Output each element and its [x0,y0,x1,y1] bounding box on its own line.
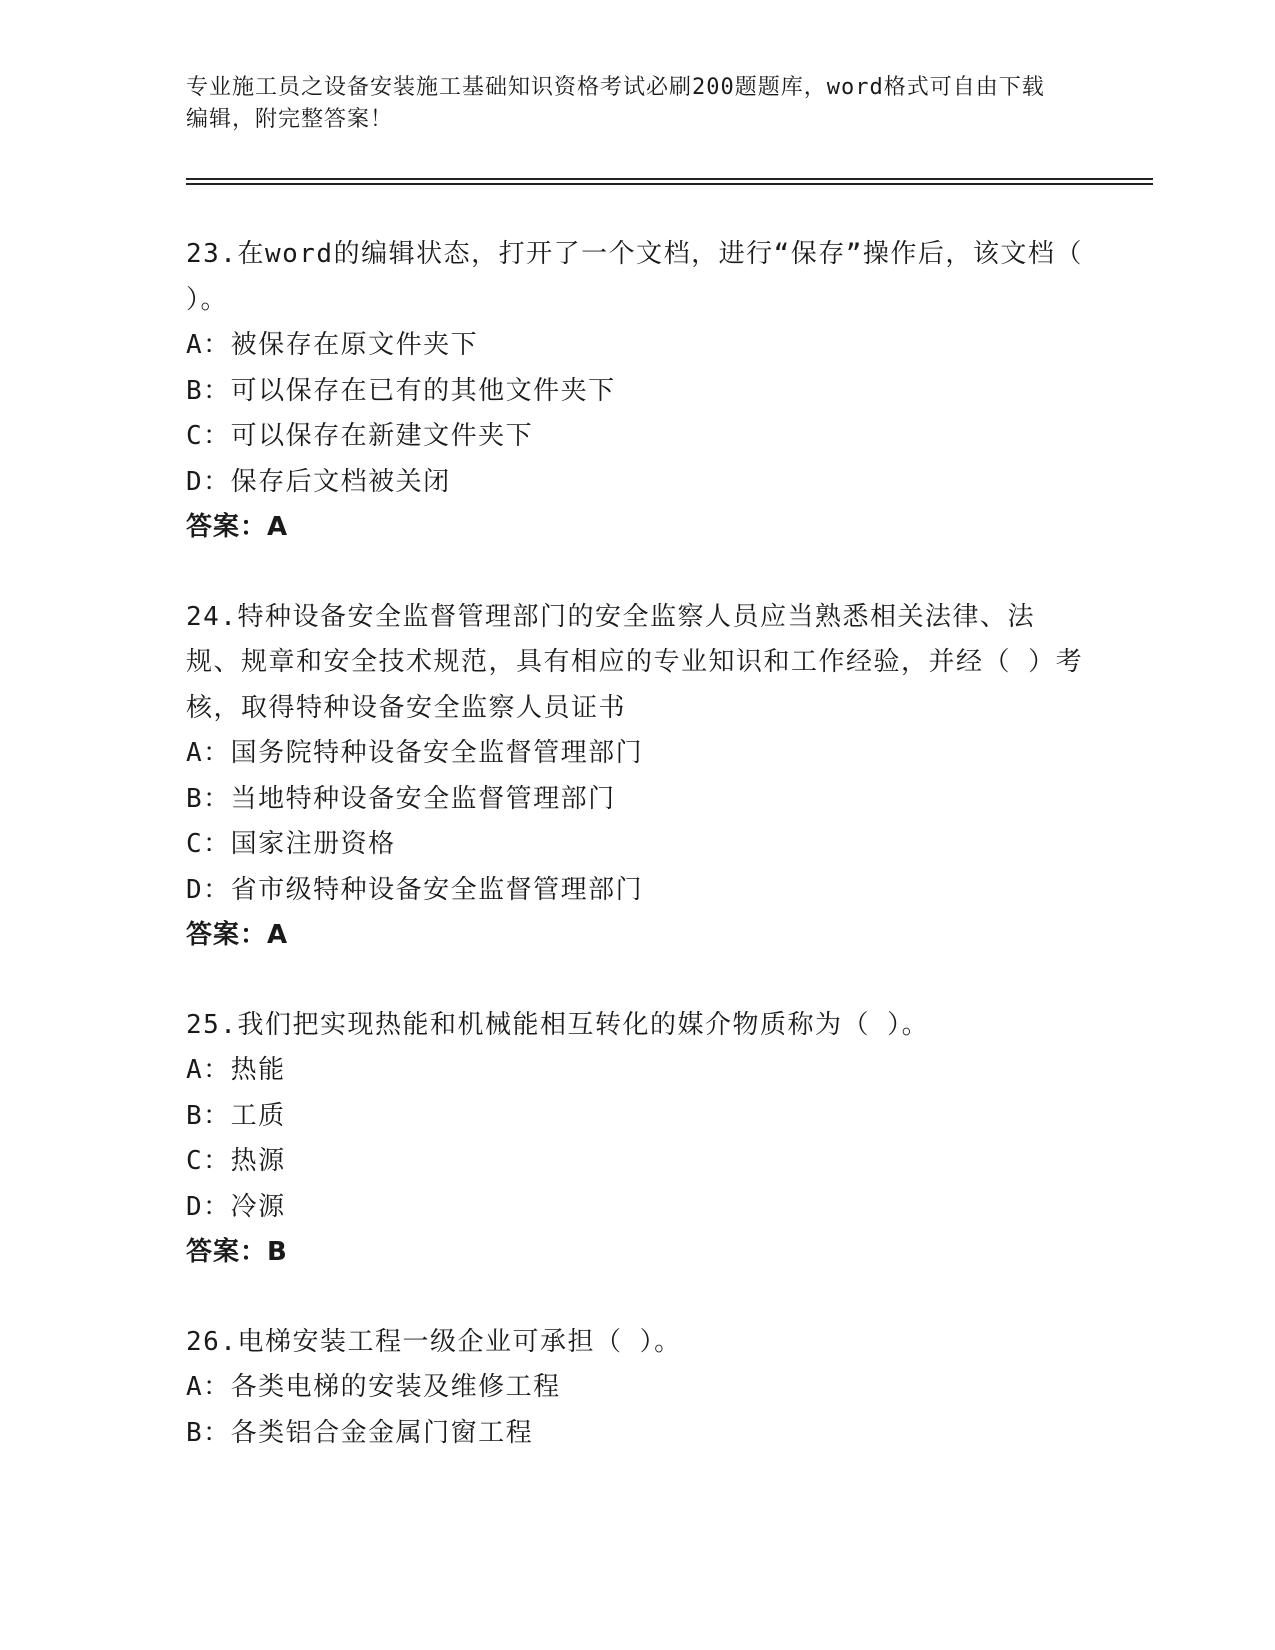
answer-line: 答案：A [186,920,289,950]
question-text: 23.在word的编辑状态，打开了一个文档，进行“保存”操作后，该文档（ ）。 [186,239,1083,315]
option-c: C：可以保存在新建文件夹下 [186,421,534,451]
document-header [186,72,1066,136]
option-c: C：热源 [186,1146,286,1176]
option-b: B：可以保存在已有的其他文件夹下 [186,375,616,406]
option-d: D：保存后文档被关闭 [186,466,451,497]
option-a: A：被保存在原文件夹下 [186,330,479,360]
option-d: D：冷源 [186,1191,286,1222]
option-a: A：热能 [186,1055,286,1085]
header-divider-second [186,183,1153,185]
question-list [186,232,1086,1500]
question-text: 25.我们把实现热能和机械能相互转化的媒介物质称为（ ）。 [186,1009,930,1040]
answer-line: 答案：B [186,1237,288,1267]
question-text: 24.特种设备安全监督管理部门的安全监察人员应当熟悉相关法律、法规、规章和安全技术规范，具有相应的专业知识和工作经验，并经（ ）考核，取得特种设备安全监察人员证书 [186,601,1084,723]
option-d: D：省市级特种设备安全监督管理部门 [186,874,644,905]
option-b: B：各类铝合金金属门窗工程 [186,1417,534,1448]
option-a: A：各类电梯的安装及维修工程 [186,1372,561,1402]
question-item [186,595,1086,959]
option-c: C：国家注册资格 [186,829,396,859]
header-title: 专业施工员之设备安装施工基础知识资格考试必刷200题题库，word格式可自由下载编辑，附完整答案！ [186,75,1045,132]
question-text: 26.电梯安装工程一级企业可承担（ ）。 [186,1326,682,1357]
option-b: B：工质 [186,1100,286,1131]
question-item [186,232,1086,551]
option-b: B：当地特种设备安全监督管理部门 [186,783,616,814]
header-divider [186,178,1153,180]
option-a: A：国务院特种设备安全监督管理部门 [186,738,644,768]
answer-line: 答案：A [186,512,289,542]
question-item [186,1003,1086,1276]
question-item [186,1320,1086,1457]
